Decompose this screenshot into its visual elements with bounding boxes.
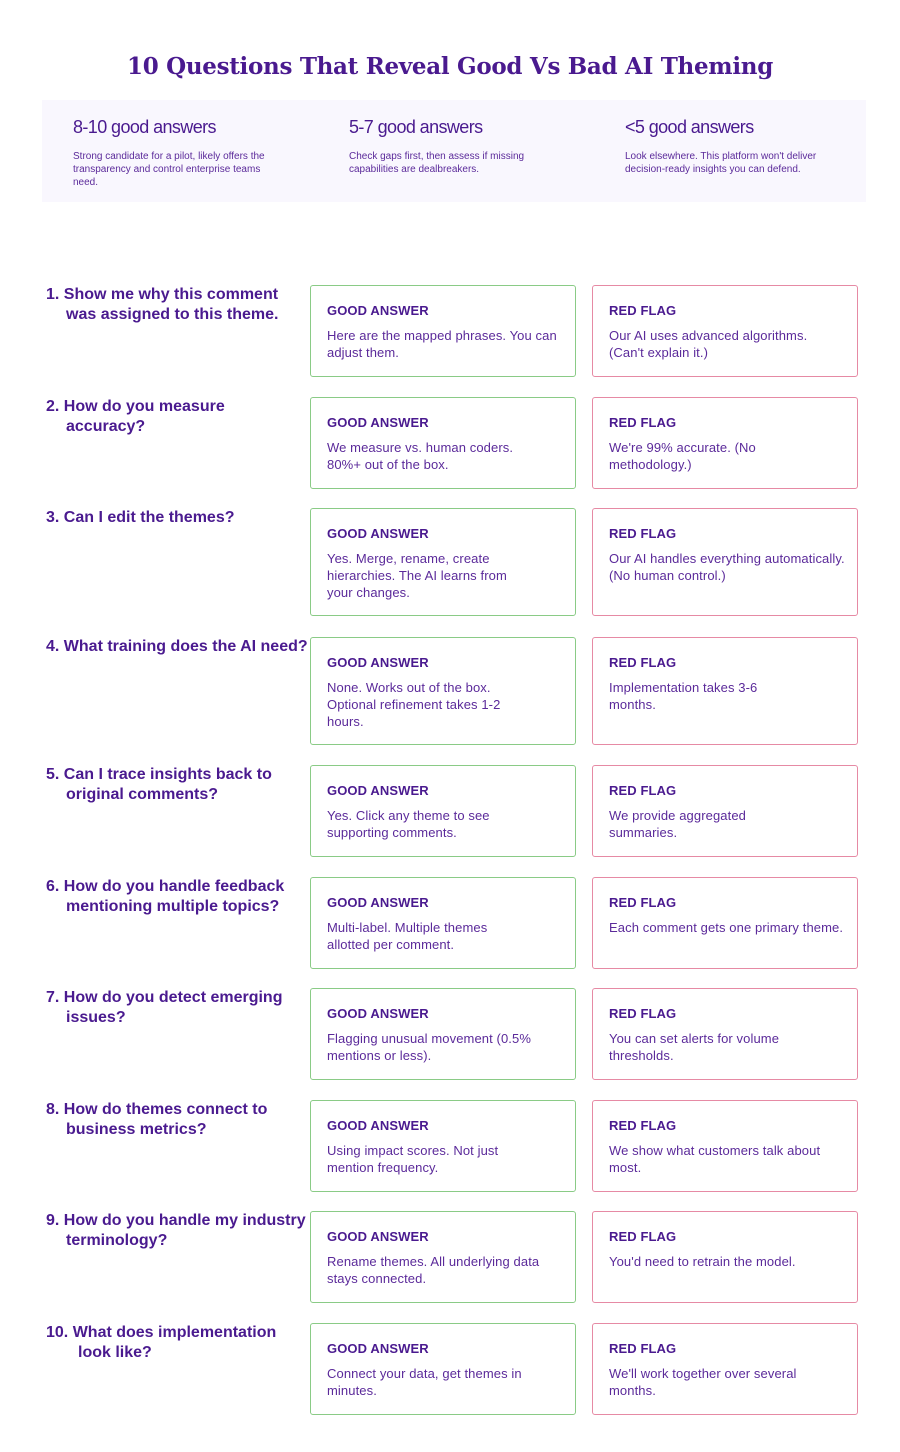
red-flag-label: RED FLAG	[609, 1006, 677, 1021]
good-answer-label: GOOD ANSWER	[327, 1118, 429, 1133]
summary-heading: <5 good answers	[625, 117, 754, 137]
question-text: 6. How do you handle feedback mentioning multiple topics?	[46, 878, 285, 915]
summary-description: Look elsewhere. This platform won't deliver decision-ready insights you can defend.	[625, 151, 817, 175]
red-flag-text: We'll work together over several months.	[609, 1366, 797, 1398]
red-flag-card	[592, 877, 858, 969]
summary-heading: 5-7 good answers	[349, 117, 483, 137]
question-text: 1. Show me why this comment was assigned to this theme.	[46, 286, 279, 323]
red-flag-card	[592, 1323, 858, 1415]
good-answer-text: Connect your data, get themes in minutes.	[327, 1366, 522, 1398]
good-answer-text: Using impact scores. Not just mention frequency.	[327, 1143, 499, 1175]
good-answer-card	[310, 877, 576, 969]
red-flag-text: We provide aggregated summaries.	[609, 808, 747, 840]
good-answer-text: Flagging unusual movement (0.5% mentions or less).	[327, 1031, 531, 1063]
question-text: 2. How do you measure accuracy?	[46, 398, 225, 435]
red-flag-text: Implementation takes 3-6 months.	[609, 680, 758, 712]
good-answer-card	[310, 285, 576, 377]
good-answer-label: GOOD ANSWER	[327, 1229, 429, 1244]
good-answer-card	[310, 637, 576, 745]
question-text: 10. What does implementation look like?	[46, 1324, 277, 1361]
red-flag-text: We show what customers talk about most.	[609, 1143, 821, 1175]
good-answer-label: GOOD ANSWER	[327, 655, 429, 670]
red-flag-label: RED FLAG	[609, 655, 677, 670]
red-flag-text: You'd need to retrain the model.	[609, 1254, 796, 1269]
red-flag-card	[592, 285, 858, 377]
good-answer-card	[310, 397, 576, 489]
good-answer-text: Here are the mapped phrases. You can adjust them.	[327, 328, 557, 360]
red-flag-label: RED FLAG	[609, 415, 677, 430]
question-text: 5. Can I trace insights back to original comments?	[46, 766, 272, 803]
red-flag-label: RED FLAG	[609, 783, 677, 798]
red-flag-card	[592, 988, 858, 1080]
good-answer-text: None. Works out of the box. Optional refinement takes 1-2 hours.	[327, 680, 501, 729]
summary-description: Check gaps first, then assess if missing capabilities are dealbreakers.	[349, 151, 525, 175]
red-flag-card	[592, 1211, 858, 1303]
page-title: 10 Questions That Reveal Good Vs Bad AI Theming	[126, 53, 773, 80]
red-flag-label: RED FLAG	[609, 895, 677, 910]
red-flag-card	[592, 1100, 858, 1192]
good-answer-card	[310, 988, 576, 1080]
good-answer-text: Yes. Click any theme to see supporting comments.	[327, 808, 490, 840]
red-flag-card	[592, 637, 858, 745]
red-flag-card	[592, 508, 858, 616]
good-answer-text: Multi-label. Multiple themes allotted per comment.	[327, 920, 488, 952]
red-flag-label: RED FLAG	[609, 1341, 677, 1356]
question-text: 9. How do you handle my industry terminology?	[46, 1212, 306, 1249]
good-answer-label: GOOD ANSWER	[327, 303, 429, 318]
summary-description: Strong candidate for a pilot, likely offers the transparency and control enterprise teams need.	[73, 151, 265, 188]
good-answer-text: Rename themes. All underlying data stays connected.	[327, 1254, 540, 1286]
good-answer-text: We measure vs. human coders. 80%+ out of the box.	[327, 440, 514, 472]
good-answer-card	[310, 1323, 576, 1415]
good-answer-label: GOOD ANSWER	[327, 783, 429, 798]
summary-heading: 8-10 good answers	[73, 117, 216, 137]
question-text: 7. How do you detect emerging issues?	[46, 989, 283, 1026]
red-flag-text: We're 99% accurate. (No methodology.)	[609, 440, 756, 472]
question-text: 4. What training does the AI need?	[46, 638, 308, 655]
good-answer-label: GOOD ANSWER	[327, 526, 429, 541]
red-flag-text: Our AI handles everything automatically. (No human control.)	[609, 551, 845, 583]
red-flag-text: You can set alerts for volume thresholds.	[609, 1031, 780, 1063]
good-answer-label: GOOD ANSWER	[327, 1006, 429, 1021]
red-flag-card	[592, 765, 858, 857]
good-answer-card	[310, 508, 576, 616]
question-text: 8. How do themes connect to business metrics?	[46, 1101, 268, 1138]
red-flag-label: RED FLAG	[609, 303, 677, 318]
good-answer-label: GOOD ANSWER	[327, 1341, 429, 1356]
good-answer-card	[310, 1100, 576, 1192]
good-answer-card	[310, 765, 576, 857]
good-answer-label: GOOD ANSWER	[327, 415, 429, 430]
red-flag-text: Our AI uses advanced algorithms. (Can't explain it.)	[609, 328, 808, 360]
question-text: 3. Can I edit the themes?	[46, 509, 235, 526]
score-summary-panel	[42, 100, 866, 202]
red-flag-label: RED FLAG	[609, 1118, 677, 1133]
red-flag-label: RED FLAG	[609, 1229, 677, 1244]
red-flag-card	[592, 397, 858, 489]
red-flag-label: RED FLAG	[609, 526, 677, 541]
good-answer-card	[310, 1211, 576, 1303]
red-flag-text: Each comment gets one primary theme.	[609, 920, 844, 935]
good-answer-label: GOOD ANSWER	[327, 895, 429, 910]
good-answer-text: Yes. Merge, rename, create hierarchies. The AI learns from your changes.	[327, 551, 507, 600]
